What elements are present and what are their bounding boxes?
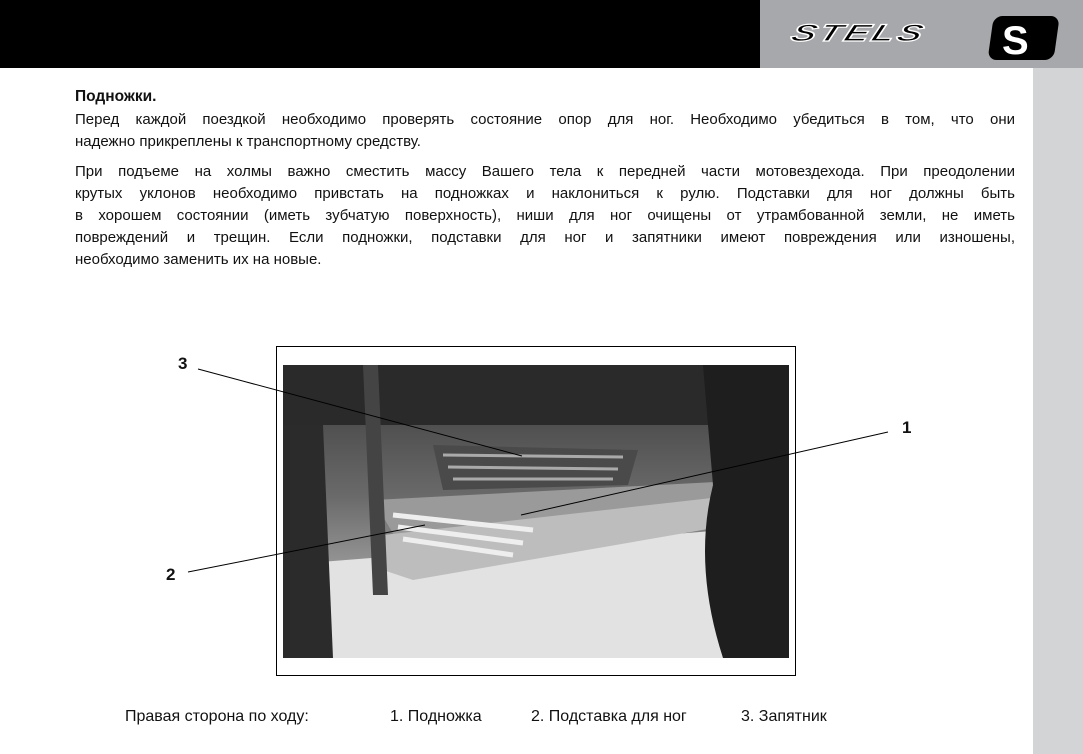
callout-3: 3 (178, 354, 188, 373)
body-line: надежно прикреплены к транспортному средству. (75, 133, 421, 150)
caption-lead: Правая сторона по ходу: (125, 708, 309, 725)
section-title: Подножки. (75, 88, 157, 105)
body-line: в хорошем состоянии (иметь зубчатую поверхность), ниши для ног очищены от утрамбованной земли, не иметь (75, 207, 1015, 224)
caption-item: 3. Запятник (741, 708, 827, 725)
callout-1: 1 (902, 418, 912, 437)
body-line: Перед каждой поездкой необходимо проверять состояние опор для ног. Необходимо убедиться в том, что они (75, 111, 1015, 128)
caption-item: 2. Подставка для ног (531, 708, 687, 725)
svg-text:S: S (1002, 19, 1029, 62)
body-line: При подъеме на холмы важно сместить массу Вашего тела к передней части мотовездехода. При преодолении (75, 163, 1015, 180)
callout-2: 2 (166, 565, 176, 584)
caption-item: 1. Подножка (390, 708, 482, 725)
body-line: повреждений и трещин. Если подножки, подставки для ног и запятники имеют повреждения или изношены, (75, 229, 1015, 246)
body-line: крутых уклонов необходимо привстать на подножках и наклониться к рулю. Подставки для ног должны быть (75, 185, 1015, 202)
svg-text:STELS: STELS (787, 19, 931, 47)
body-line: необходимо заменить их на новые. (75, 251, 322, 268)
